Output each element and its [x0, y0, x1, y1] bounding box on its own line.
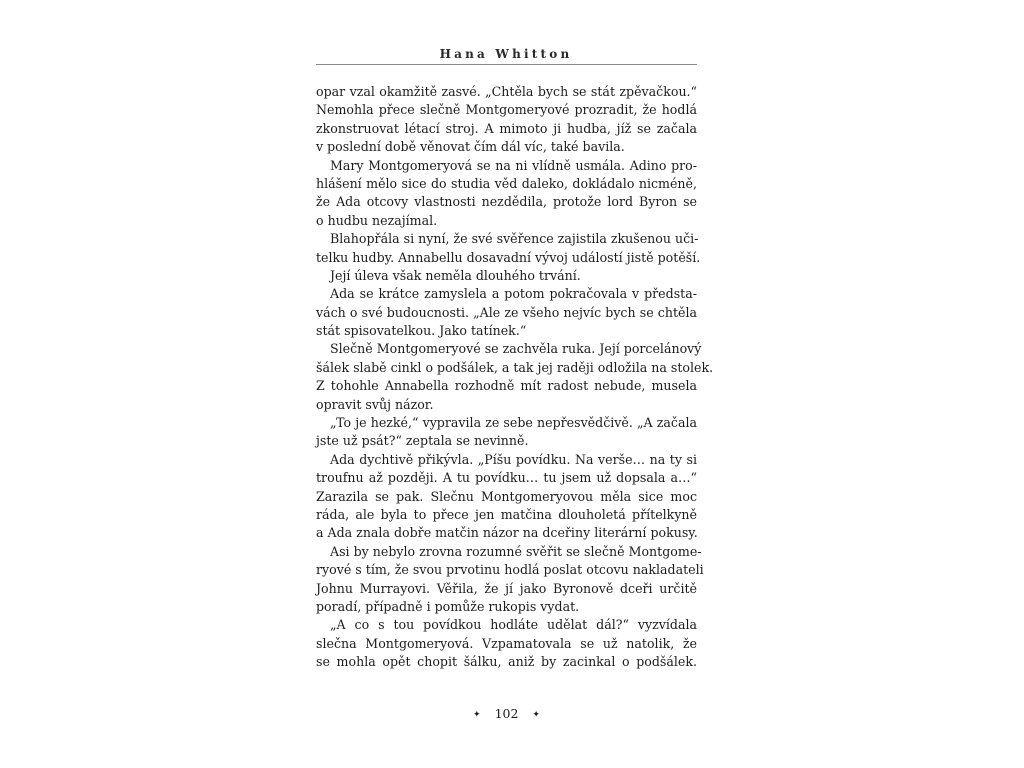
- text-line: ryové s tím, že svou prvotinu hodlá poslat otcovu nakladateli: [316, 562, 704, 578]
- text-line: ráda, ale byla to přece jen matčina dlouholetá přítelkyně: [316, 506, 697, 522]
- text-line: vách o své budoucnosti. „Ale ze všeho nejvíc bych se chtěla: [316, 304, 697, 320]
- text-line: že Ada otcovy vlastnosti nezdědila, protože lord Byron se: [316, 194, 697, 210]
- text-line: poradí, případně i pomůže rukopis vydat.: [316, 598, 580, 614]
- text-line: slečna Montgomeryová. Vzpamatovala se už natolik, že: [316, 635, 697, 651]
- text-line: Blahopřála si nyní, že své svěřence zajistila zkušenou uči-: [330, 231, 699, 247]
- body-text: [316, 83, 714, 672]
- running-header-author: Hana Whitton: [439, 47, 573, 61]
- text-line: opravit svůj názor.: [316, 396, 434, 412]
- text-line: troufnu až později. A tu povídku… tu jsem už dopsala a…“: [316, 470, 697, 486]
- text-line: jste už psát?“ zeptala se nevinně.: [316, 433, 529, 449]
- text-line: Zarazila se pak. Slečnu Montgomeryovou měla sice moc: [316, 488, 697, 504]
- page-footer: [316, 706, 697, 721]
- text-line: Ada dychtivě přikývla. „Píšu povídku. Na verše… na ty si: [330, 451, 697, 467]
- text-line: Asi by nebylo zrovna rozumné svěřit se slečně Montgome-: [330, 543, 702, 559]
- page-number: 102: [494, 706, 519, 721]
- header-rule: [316, 64, 697, 65]
- text-line: opar vzal okamžitě zasvé. „Chtěla bych se stát zpěvačkou.“: [316, 84, 697, 99]
- text-line: Její úleva však neměla dlouhého trvání.: [330, 267, 581, 283]
- text-line: v poslední době věnovat čím dál víc, také bavila.: [316, 139, 625, 155]
- text-line: hlášení mělo sice do studia věd daleko, dokládalo nicméně,: [316, 175, 697, 191]
- text-line: šálek slabě cinkl o podšálek, a tak jej raději odložila na stolek.: [316, 359, 714, 375]
- text-line: stát spisovatelkou. Jako tatínek.“: [316, 323, 527, 339]
- text-line: Mary Montgomeryová se na ni vlídně usmála. Adino pro-: [330, 157, 697, 173]
- text-line: zkonstruovat létací stroj. A mimoto ji hudba, jíž se začala: [316, 120, 697, 136]
- diamond-ornament-icon: ✦: [473, 710, 481, 720]
- diamond-ornament-icon: ✦: [532, 710, 540, 720]
- text-line: Z tohohle Annabella rozhodně mít radost nebude, musela: [316, 378, 697, 394]
- text-line: telku hudby. Annabellu dosavadní vývoj událostí jistě potěší.: [316, 249, 701, 265]
- text-line: se mohla opět chopit šálku, aniž by zacinkal o podšálek.: [316, 654, 697, 670]
- text-line: Nemohla přece slečně Montgomeryové prozradit, že hodlá: [316, 102, 697, 118]
- text-line: Ada se krátce zamyslela a potom pokračovala v předsta-: [330, 286, 697, 302]
- text-line: Johnu Murrayovi. Věřila, že jí jako Byronově dceři určitě: [316, 580, 697, 596]
- text-line: Slečně Montgomeryové se zachvěla ruka. Její porcelánový: [330, 341, 702, 357]
- text-line: „A co s tou povídkou hodláte udělat dál?“ vyzvídala: [330, 617, 697, 633]
- text-line: „To je hezké,“ vypravila ze sebe nepřesvědčivě. „A začala: [330, 415, 697, 431]
- text-line: a Ada znala dobře matčin názor na dceřiny literární pokusy.: [316, 525, 698, 541]
- text-line: o hudbu nezajímal.: [316, 212, 438, 228]
